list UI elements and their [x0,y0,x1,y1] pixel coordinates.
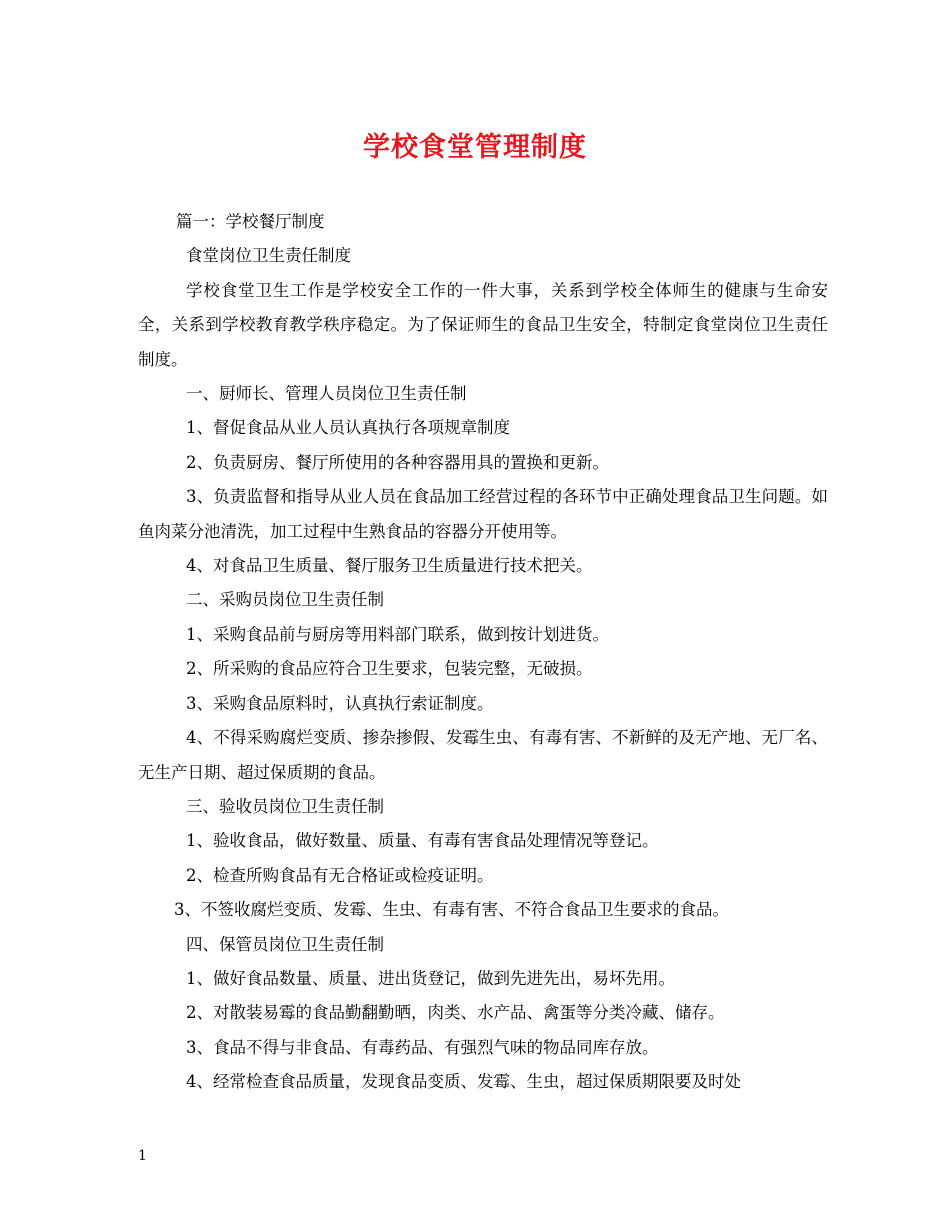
list-item: 2、所采购的食品应符合卫生要求，包装完整，无破损。 [186,659,593,679]
list-item: 1、督促食品从业人员认真执行各项规章制度 [186,418,510,438]
list-item: 1、验收食品，做好数量、质量、有毒有害食品处理情况等登记。 [186,831,659,851]
page-number: 1 [138,1148,147,1164]
list-item: 1、做好食品数量、质量、进出货登记，做到先进先出，易坏先用。 [186,968,675,988]
list-item: 4、经常检查食品质量，发现食品变质、发霉、生虫，超过保质期限要及时处 [186,1072,741,1092]
list-item: 2、检查所购食品有无合格证或检疫证明。 [186,865,494,885]
list-item: 3、食品不得与非食品、有毒药品、有强烈气味的物品同库存放。 [186,1037,659,1057]
list-item: 2、负责厨房、餐厅所使用的各种容器用具的置换和更新。 [186,452,609,472]
list-item: 1、采购食品前与厨房等用料部门联系，做到按计划进货。 [186,624,609,644]
list-item: 3、不签收腐烂变质、发霉、生虫、有毒有害、不符合食品卫生要求的食品。 [174,900,729,920]
list-item: 3、负责监督和指导从业人员在食品加工经营过程的各环节中正确处理食品卫生问题。如鱼肉菜分池清洗，加工过程中生熟食品的容器分开使用等。 [138,487,828,541]
document-body [138,205,828,1100]
list-item: 4、对食品卫生质量、餐厅服务卫生质量进行技术把关。 [186,556,593,576]
section-heading: 二、采购员岗位卫生责任制 [186,590,384,610]
list-item: 3、采购食品原料时，认真执行索证制度。 [186,693,494,713]
intro-paragraph: 学校食堂卫生工作是学校安全工作的一件大事，关系到学校全体师生的健康与生命安全，关系到学校教育教学秩序稳定。为了保证师生的食品卫生安全，特制定食堂岗位卫生责任制度。 [138,280,828,369]
list-item: 2、对散装易霉的食品勤翻勤晒，肉类、水产品、禽蛋等分类冷藏、储存。 [186,1003,725,1023]
list-item: 4、不得采购腐烂变质、掺杂掺假、发霉生虫、有毒有害、不新鲜的及无产地、无厂名、无生产日期、超过保质期的食品。 [138,728,828,782]
section-heading: 一、厨师长、管理人员岗位卫生责任制 [186,384,467,404]
document-title: 学校食堂管理制度 [363,132,587,163]
section-heading: 三、验收员岗位卫生责任制 [186,796,384,816]
subsection-heading: 食堂岗位卫生责任制度 [186,246,351,266]
section-heading: 四、保管员岗位卫生责任制 [186,934,384,954]
section-heading: 篇一：学校餐厅制度 [176,212,325,231]
